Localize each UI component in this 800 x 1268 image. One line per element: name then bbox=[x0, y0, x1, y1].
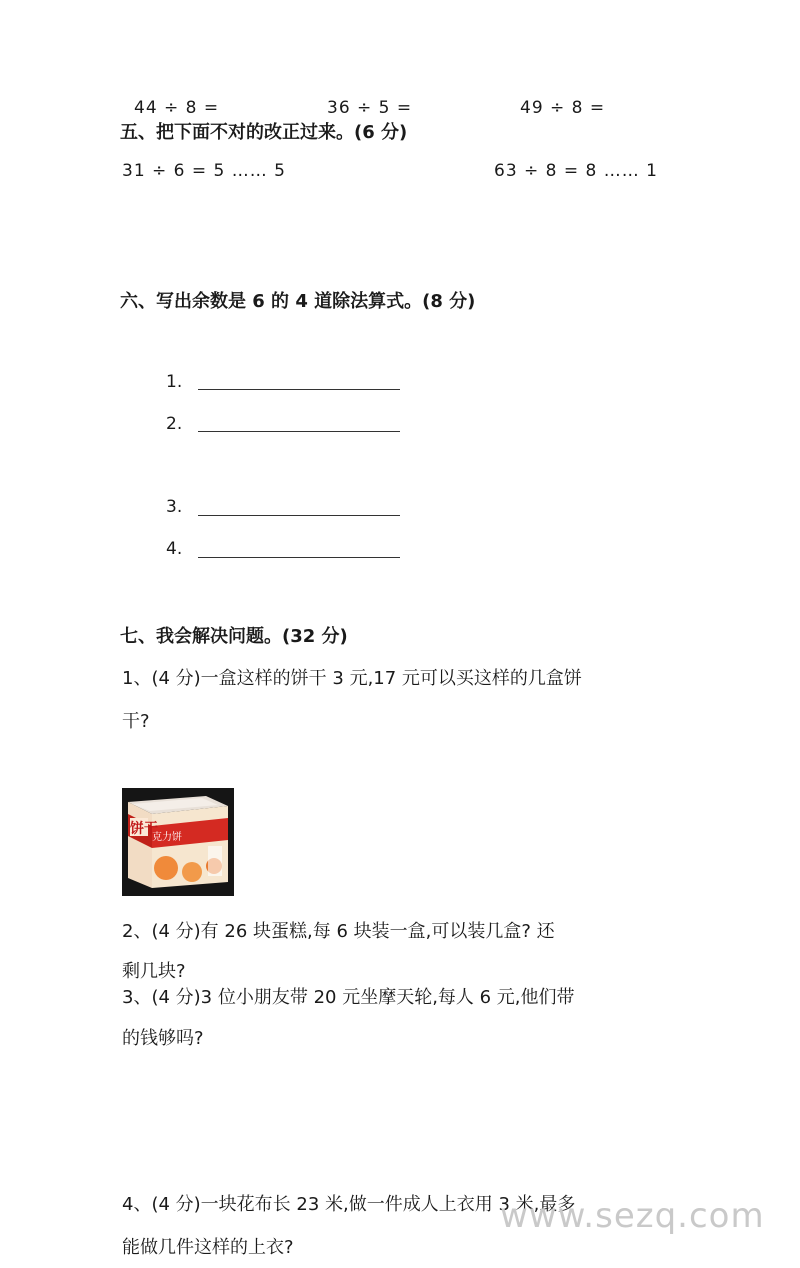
answer-blank-3[interactable] bbox=[198, 515, 400, 516]
question-4-line-2: 能做几件这样的上衣? bbox=[122, 1237, 294, 1258]
section5-equation-2: 63 ÷ 8 = 8 …… 1 bbox=[494, 161, 658, 181]
equation-36-div-5: 36 ÷ 5 = bbox=[327, 98, 413, 118]
answer-item-3-label: 3. bbox=[166, 497, 183, 517]
answer-item-4-label: 4. bbox=[166, 539, 183, 559]
answer-blank-2[interactable] bbox=[198, 431, 400, 432]
section6-title: 六、写出余数是 6 的 4 道除法算式。(8 分) bbox=[120, 291, 476, 312]
box-brand-text: 饼干 bbox=[130, 821, 158, 837]
question-2-line-2: 剩几块? bbox=[122, 961, 186, 982]
box-sub-text: 克力饼 bbox=[152, 832, 182, 843]
section5-title: 五、把下面不对的改正过来。(6 分) bbox=[120, 122, 408, 143]
section7-title: 七、我会解决问题。(32 分) bbox=[120, 626, 348, 647]
answer-item-1-label: 1. bbox=[166, 372, 183, 392]
answer-blank-1[interactable] bbox=[198, 389, 400, 390]
question-3-line-2: 的钱够吗? bbox=[122, 1028, 204, 1049]
question-1-line-2: 干? bbox=[122, 711, 150, 732]
biscuit-box-image bbox=[122, 788, 234, 896]
question-4-line-1: 4、(4 分)一块花布长 23 米,做一件成人上衣用 3 米,最多 bbox=[122, 1194, 576, 1215]
equation-44-div-8: 44 ÷ 8 = bbox=[134, 98, 220, 118]
question-3-line-1: 3、(4 分)3 位小朋友带 20 元坐摩天轮,每人 6 元,他们带 bbox=[122, 987, 575, 1008]
equation-49-div-8: 49 ÷ 8 = bbox=[520, 98, 606, 118]
site-watermark: www.sezq.com bbox=[500, 1196, 765, 1236]
answer-item-2-label: 2. bbox=[166, 414, 183, 434]
section5-equation-1: 31 ÷ 6 = 5 …… 5 bbox=[122, 161, 286, 181]
answer-blank-4[interactable] bbox=[198, 557, 400, 558]
question-1-line-1: 1、(4 分)一盒这样的饼干 3 元,17 元可以买这样的几盒饼 bbox=[122, 668, 582, 689]
question-2-line-1: 2、(4 分)有 26 块蛋糕,每 6 块装一盒,可以装几盒? 还 bbox=[122, 921, 555, 942]
